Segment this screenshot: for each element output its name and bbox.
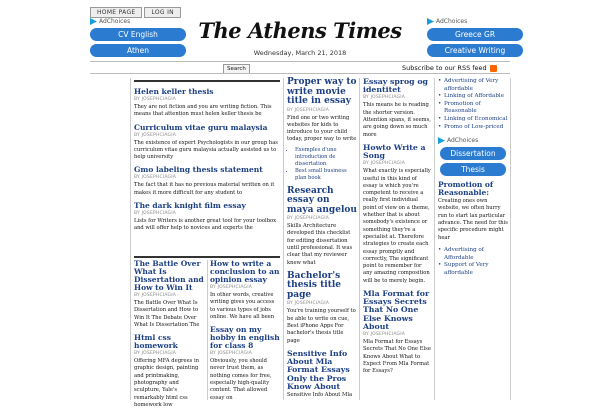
adchoices-icon: [90, 18, 97, 25]
article: [363, 290, 432, 376]
article-title[interactable]: Gmo labeling thesis statement: [134, 165, 263, 175]
byline: BY JOSEPHCIAGIA: [210, 351, 253, 357]
article-excerpt: Creating ones own website, we often hurry run to start lax particular advance. The need for this specific procedure might hear: [438, 198, 508, 241]
sidebar-link[interactable]: • Support of Very affordable: [438, 262, 508, 277]
article: [210, 260, 280, 321]
article-excerpt: Obviously, you should never trust them, as nothing comes for free, especially high-quality content. That allowed essay on: [210, 358, 272, 401]
article-excerpt: Skills Architecture developed this checklist for editing dissertation until professional. It was clear that my reviewer knew what: [287, 223, 353, 266]
section-rule: [134, 80, 280, 82]
sidebar-links: [438, 78, 508, 131]
column-divider: [207, 260, 208, 400]
adchoices-label[interactable]: AdChoices: [438, 137, 508, 144]
article: [287, 78, 357, 182]
byline: BY JOSEPHCIAGIA: [134, 351, 177, 357]
article-title[interactable]: Essay on my hobby in english for class 8: [210, 325, 280, 351]
column-divider: [130, 78, 131, 400]
article-excerpt: What exactly is especially useful in this kind of essay is which you're competent to receive a really first individual point of view on a theme, whether that is about somebody's existence or something they're a specialist at. Therefore strategies to create each essay promptly and correctly, The significant point to remember for any amazing composition will be to merely begin.: [363, 168, 431, 284]
article-title[interactable]: How to write a conclusion to an opinion essay: [210, 259, 280, 284]
rss-feed-link[interactable]: [402, 64, 497, 72]
article-excerpt: They are not fiction and you are writing fiction. This means that attention must helen keller thesis be: [134, 104, 272, 118]
byline: BY JOSEPHCIAGIA: [287, 216, 330, 222]
article: [363, 78, 432, 139]
article-excerpt: Lists for Writers is another great tool for your toolbox and will offer help to novices and experts the: [134, 218, 277, 232]
adchoices-label[interactable]: AdChoices: [90, 18, 186, 25]
article: [134, 260, 204, 329]
byline: BY JOSEPHCIAGIA: [134, 97, 177, 102]
article: [438, 181, 508, 242]
article-excerpt: Offering MFA degrees in graphic design, painting and printmaking, photography and sculpture, Yale's remarkably html css homework low: [134, 358, 199, 408]
article-title[interactable]: Mla Format for Essays Secrets That No One Else Knows About: [363, 289, 430, 331]
byline: BY JOSEPHCIAGIA: [134, 211, 177, 217]
article-title[interactable]: Research essay on maya angelou: [287, 185, 357, 215]
related-link[interactable]: • Best small business plan book: [295, 168, 357, 182]
article: [134, 124, 280, 162]
article: [134, 202, 280, 233]
article-excerpt: The fact that it has no previous material written on it makes it more difficult for any student to: [134, 182, 275, 196]
adchoices-icon: [427, 18, 434, 25]
top-nav: [90, 7, 181, 18]
ad-button[interactable]: CV English: [90, 28, 186, 41]
article-title[interactable]: The Battle Over What Is Dissertation and How to Win It: [134, 259, 204, 292]
article-excerpt: The existence of expert Psychologists in our group has curriculum vitae guru malaysia actually assisted us to help university: [134, 139, 278, 161]
ad-button[interactable]: Creative Writing: [427, 44, 523, 57]
column-1-bottom-left: [134, 259, 204, 408]
adchoices-icon: [438, 137, 445, 144]
column-1-top: [134, 88, 280, 253]
article-excerpt: This means he is reading the shorter version. Attention spans, it seems, are going down so much more: [363, 102, 431, 138]
article: [287, 350, 357, 399]
site-title[interactable]: The Athens Times: [198, 18, 402, 43]
sidebar-link[interactable]: • Linking of Economical: [438, 116, 508, 124]
article-title[interactable]: Promotion of Reasonable:: [438, 180, 494, 198]
article: [134, 88, 280, 119]
article-excerpt: Sensitive Info About Mla: [287, 391, 353, 398]
ad-button[interactable]: Dissertation: [440, 147, 506, 160]
ad-block-left: [90, 18, 186, 57]
section-rule: [134, 256, 280, 258]
byline: BY JOSEPHCIAGIA: [134, 175, 177, 181]
article-excerpt: Mla Format for Essays Secrets That No One Else Knows About What to Expect From Mla Format for Essays?: [363, 339, 431, 375]
article: [134, 334, 204, 409]
ad-button[interactable]: Thesis: [440, 163, 506, 176]
article: [363, 144, 432, 285]
current-date: Wednesday, March 21, 2018: [253, 49, 347, 57]
related-links: [295, 147, 357, 182]
article: [134, 166, 280, 197]
article-excerpt: Find one or two writing websites for kids to introduce to your child today, proper way to write: [287, 114, 357, 143]
article-excerpt: In other words, creative writing gives you access to various types of jobs online. We have all been: [210, 292, 275, 320]
article: [210, 326, 280, 402]
divider: [90, 73, 510, 74]
article-title[interactable]: Essay sprog og identitet: [363, 77, 428, 95]
column-divider: [359, 78, 360, 400]
related-link[interactable]: • Exemples d'une introduction de dissertation: [295, 147, 357, 168]
sidebar-link[interactable]: • Advertising of Affordable: [438, 247, 508, 262]
byline: BY JOSEPHCIAGIA: [287, 301, 330, 307]
rss-icon: [490, 65, 497, 72]
article-title[interactable]: The dark knight film essay: [134, 201, 246, 211]
article-excerpt: You're training yourself to be able to write on cue, Best iPhone Apps For bachelor's thesis title page: [287, 308, 356, 344]
article: [287, 187, 357, 267]
article-title[interactable]: Helen keller thesis: [134, 87, 214, 96]
sidebar-link[interactable]: • Promo of Low-priced: [438, 124, 508, 132]
ad-button[interactable]: Greece GR: [427, 28, 523, 41]
article-excerpt: The Battle Over What Is Dissertation and How to Win It The Debate Over What Is Dissertation The: [134, 300, 200, 328]
byline: BY JOSEPHCIAGIA: [363, 95, 406, 101]
search-button[interactable]: Search: [223, 64, 250, 74]
byline: BY JOSEPHCIAGIA: [134, 293, 177, 298]
column-3: [363, 78, 432, 400]
article-title[interactable]: Bachelor's thesis title page: [287, 270, 341, 300]
column-4: [438, 78, 508, 400]
byline: BY JOSEPHCIAGIA: [363, 161, 406, 167]
column-1-bottom-right: [210, 260, 280, 400]
article-title[interactable]: Html css homework: [134, 333, 178, 351]
article-title[interactable]: Proper way to write movie title in essay: [287, 77, 357, 106]
article-title[interactable]: Sensitive Info About Mla Format Essays Only the Pros Know About: [287, 348, 350, 391]
column-2: [287, 78, 357, 400]
adchoices-label[interactable]: AdChoices: [427, 18, 523, 25]
ad-block-side: [438, 137, 508, 176]
sidebar-link[interactable]: • Promotion of Reasonable: [438, 101, 508, 116]
byline: BY JOSEPHCIAGIA: [210, 285, 253, 290]
article-title[interactable]: Curriculum vitae guru malaysia: [134, 122, 268, 132]
home-page-link[interactable]: HOME PAGE: [90, 7, 142, 18]
column-divider: [283, 78, 284, 400]
ad-block-right: [427, 18, 523, 57]
article: [287, 272, 357, 345]
byline: BY JOSEPHCIAGIA: [134, 132, 177, 138]
article-title[interactable]: Howto Write a Song: [363, 142, 426, 161]
ad-button[interactable]: Athen: [90, 44, 186, 57]
column-divider: [434, 78, 435, 400]
login-link[interactable]: LOG IN: [144, 7, 180, 18]
sidebar-link[interactable]: • Linking of Affordable: [438, 93, 508, 101]
divider: [90, 61, 510, 62]
rss-label: Subscribe to our RSS feed: [402, 64, 487, 72]
byline: BY JOSEPHCIAGIA: [287, 107, 330, 113]
masthead: [190, 18, 410, 57]
sidebar-links: [438, 247, 508, 277]
column-divider: [510, 78, 511, 400]
byline: BY JOSEPHCIAGIA: [363, 332, 406, 338]
sidebar-link[interactable]: • Advertising of Very affordable: [438, 78, 508, 93]
